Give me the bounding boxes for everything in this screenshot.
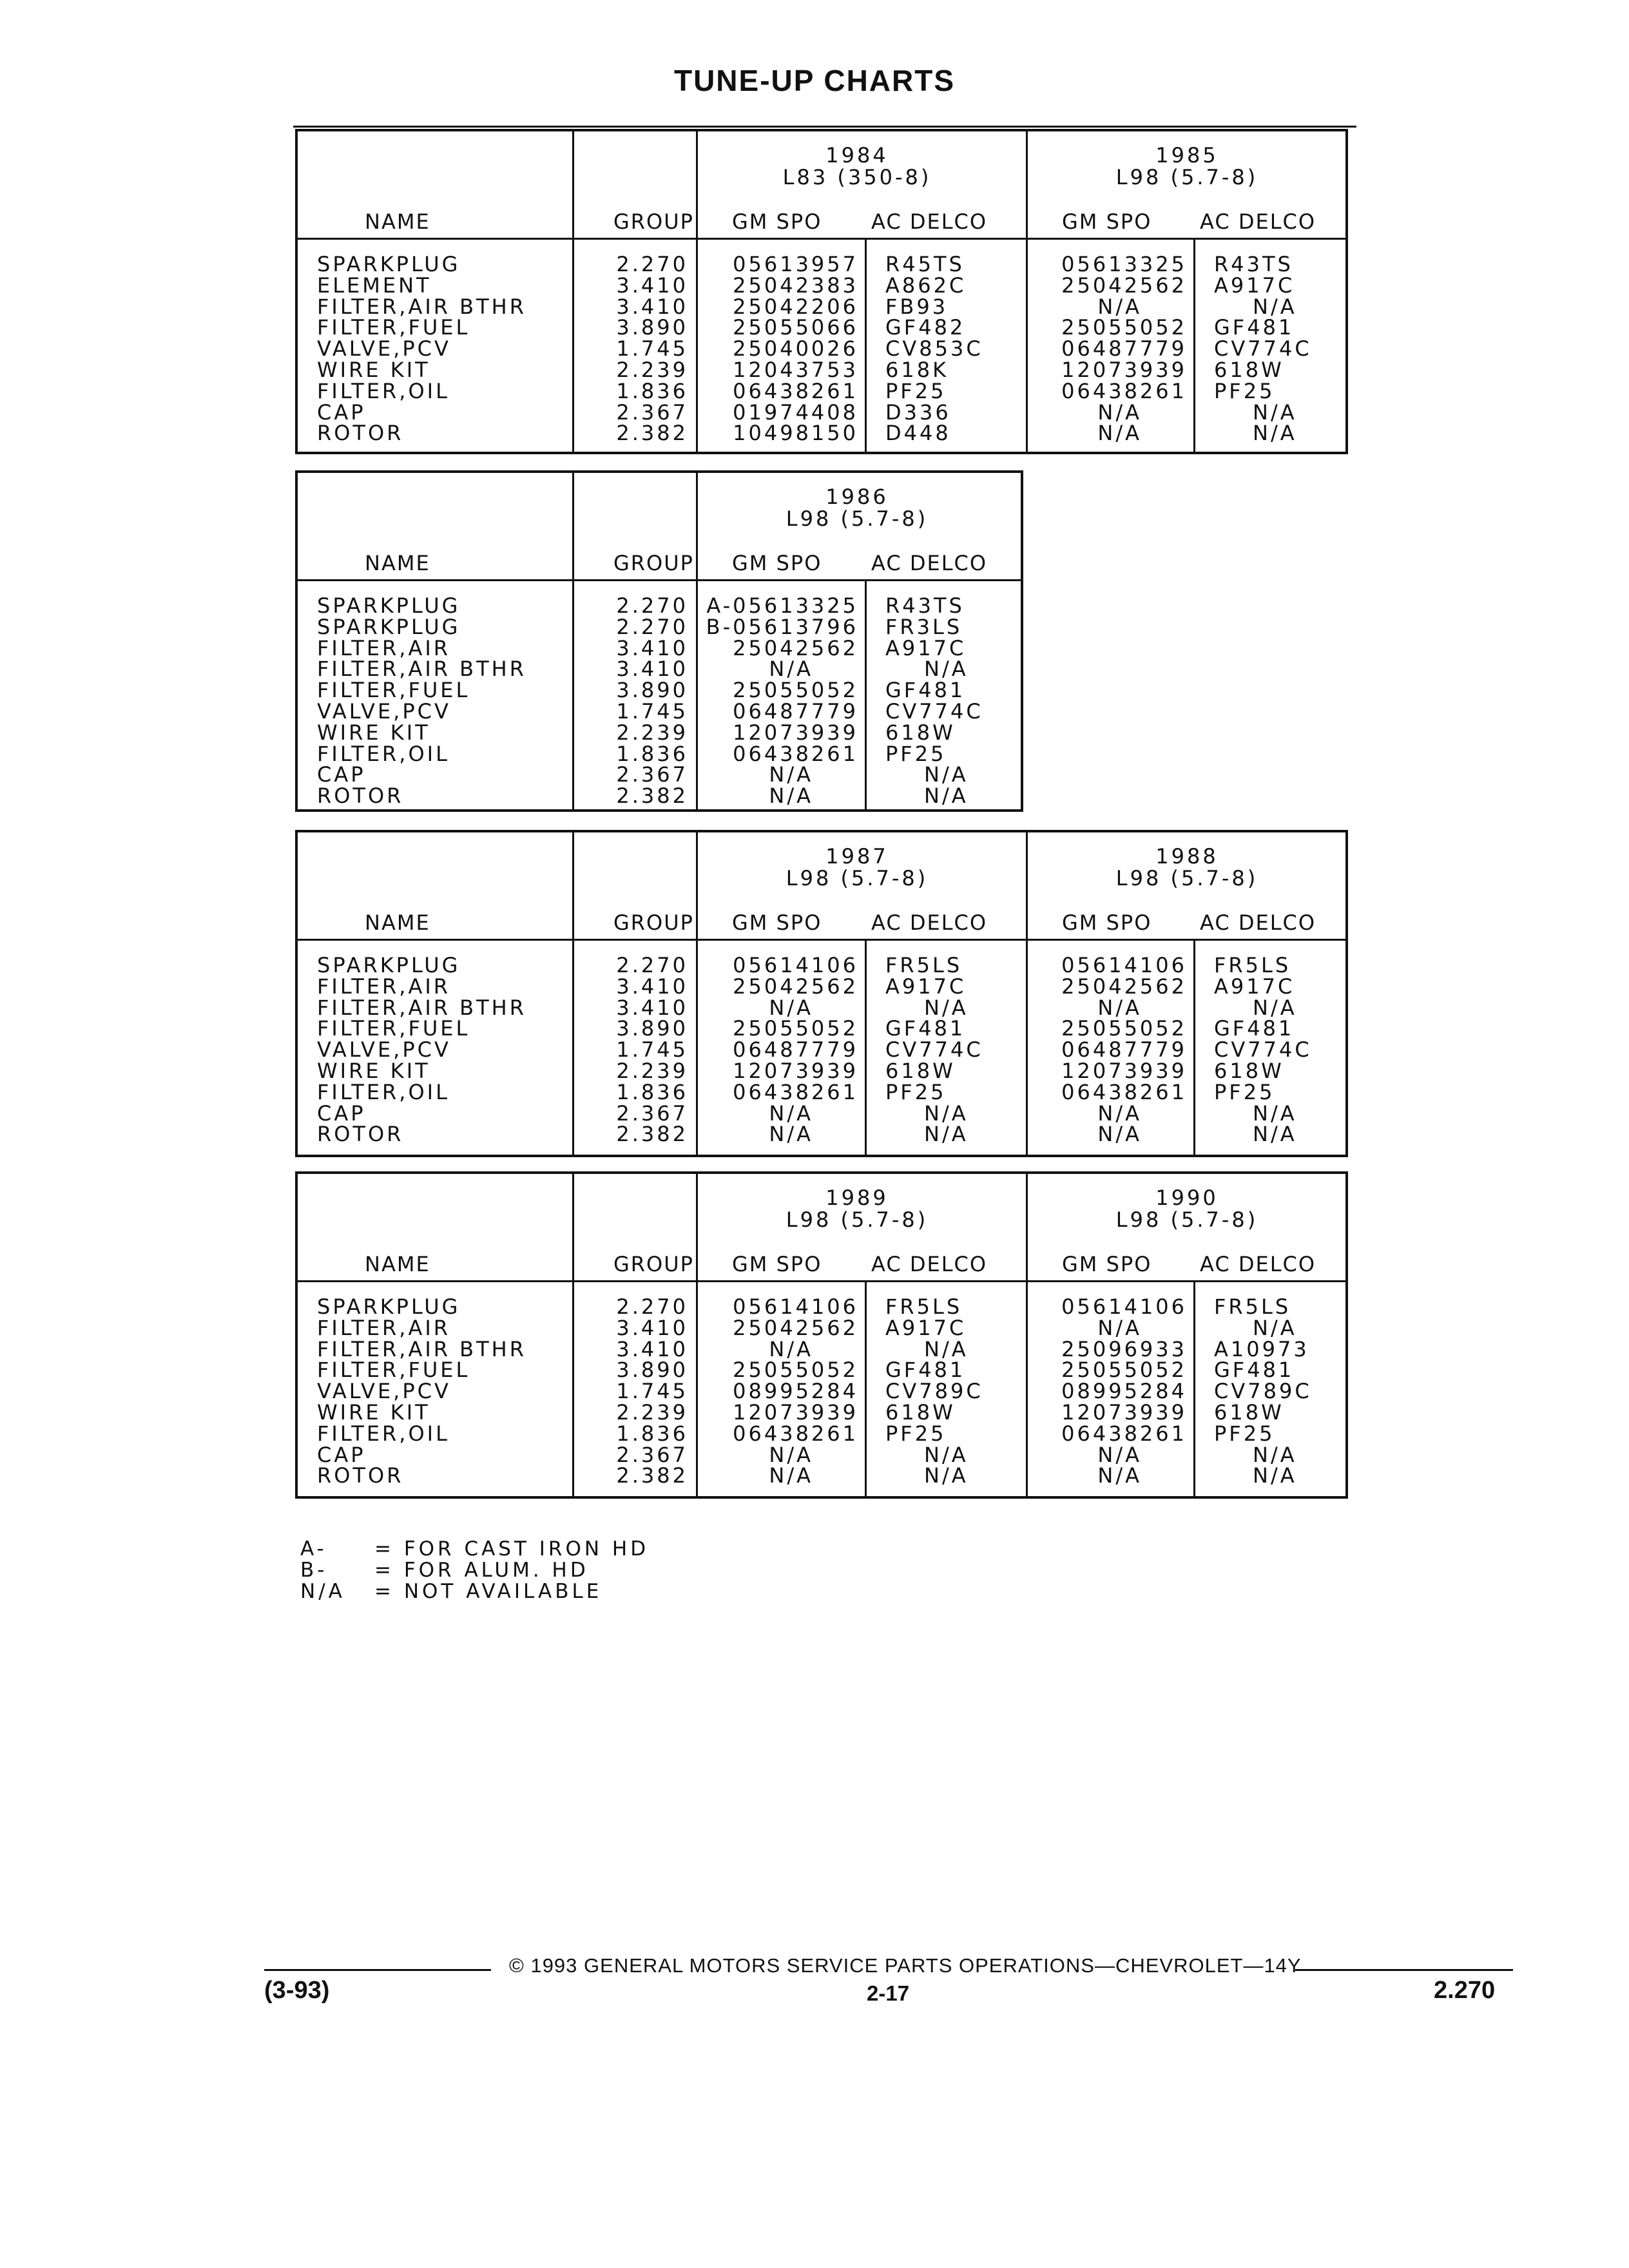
tune-up-table [295, 129, 1348, 454]
gm-spo-number-cell: 05614106 [733, 1294, 858, 1319]
gm-spo-number-cell: N/A [1097, 399, 1142, 425]
gm-spo-number-cell: 25096933 [1061, 1336, 1187, 1361]
group-number-cell: 2.382 [616, 1463, 688, 1488]
gm-spo-number-cell: N/A [769, 995, 813, 1020]
part-name-cell: FILTER,AIR [317, 974, 450, 999]
part-name-cell: FILTER,FUEL [317, 1016, 470, 1041]
part-name-cell: FILTER,AIR BTHR [317, 294, 526, 319]
legend-row [300, 1560, 649, 1581]
ac-delco-number-cell: N/A [1253, 1442, 1297, 1467]
gm-spo-number-cell: 25042562 [1061, 974, 1187, 999]
group-number [579, 254, 688, 444]
legend-text: = FOR CAST IRON HD [374, 1537, 650, 1561]
ac-delco-number-cell: N/A [1253, 995, 1297, 1020]
group-number-cell: 2.270 [616, 614, 688, 639]
part-name-cell: FILTER,AIR BTHR [317, 1336, 526, 1361]
gm-spo-number-cell: 06438261 [733, 378, 858, 403]
group-number-cell: 2.270 [616, 593, 688, 618]
group-number-cell: 2.382 [616, 421, 688, 446]
ac-delco-header: AC DELCO [871, 209, 988, 234]
gm-spo-header: GM SPO [1062, 1252, 1152, 1276]
gm-spo-number-cell: 25055052 [1061, 315, 1187, 340]
gm-spo-number-cell: 06487779 [733, 698, 858, 724]
ac-delco-number-cell: FB93 [885, 294, 949, 319]
part-name-cell: FILTER,FUEL [317, 315, 470, 340]
ac-delco-number-cell: A917C [885, 1315, 967, 1340]
tune-up-table [295, 830, 1348, 1157]
ac-delco-header: AC DELCO [1200, 209, 1316, 234]
part-name-cell: ROTOR [317, 421, 404, 446]
part-name-cell: ELEMENT [317, 273, 432, 298]
ac-delco-number-cell: PF25 [885, 1079, 947, 1104]
ac-delco-header: AC DELCO [1200, 910, 1316, 935]
ac-delco-header: AC DELCO [871, 1252, 988, 1276]
group-number-cell: 1.745 [616, 1037, 688, 1062]
group-number [579, 955, 688, 1145]
ac-delco-number-cell: GF481 [885, 1016, 966, 1041]
year-label: 1990 [1155, 1186, 1219, 1210]
gm-spo-number-cell: 25042562 [733, 974, 858, 999]
column-divider [865, 238, 867, 452]
column-divider [572, 832, 574, 1155]
group-number-cell: 3.410 [616, 1315, 688, 1340]
column-divider [1193, 939, 1195, 1155]
ac-delco-number [885, 955, 1014, 1145]
gm-spo-number-cell: 25042562 [1061, 273, 1187, 298]
group-number-cell: 3.410 [616, 294, 688, 319]
ac-delco-number [885, 1296, 1014, 1486]
ac-delco-number [1214, 955, 1343, 1145]
gm-spo-number-cell: 25042383 [733, 273, 858, 298]
part-name-cell: SPARKPLUG [317, 614, 461, 639]
ac-delco-number-cell: N/A [1253, 421, 1297, 446]
ac-delco-number-cell: N/A [924, 1100, 969, 1126]
group-number-cell: 3.410 [616, 995, 688, 1020]
group-number-cell: 2.382 [616, 1122, 688, 1147]
ac-delco-number-cell: FR5LS [1214, 953, 1291, 977]
gm-spo-number-cell: B-05613796 [706, 614, 858, 639]
gm-spo-number-cell: N/A [769, 762, 813, 787]
ac-delco-number-cell: FR5LS [885, 953, 963, 977]
ac-delco-number-cell: N/A [924, 995, 969, 1020]
group-number-cell: 2.239 [616, 1399, 688, 1425]
ac-delco-number-cell: R45TS [885, 252, 965, 276]
part-name [317, 1296, 568, 1486]
name-header: NAME [365, 209, 430, 234]
ac-delco-number-cell: N/A [1253, 399, 1297, 425]
ac-delco-number-cell: 618W [1214, 357, 1284, 382]
tune-up-table [295, 1171, 1348, 1499]
engine-label: L98 (5.7-8) [786, 1207, 929, 1232]
year-label: 1988 [1155, 844, 1219, 869]
gm-spo-number-cell: N/A [769, 1100, 813, 1126]
part-name-cell: SPARKPLUG [317, 953, 461, 977]
gm-spo-header: GM SPO [1062, 209, 1152, 234]
footer-page-number: 2-17 [867, 1981, 910, 2005]
gm-spo-number-cell: 06438261 [733, 1421, 858, 1446]
group-number-cell: 2.367 [616, 762, 688, 787]
group-number-cell: 1.745 [616, 336, 688, 361]
part-name-cell: SPARKPLUG [317, 1294, 461, 1319]
year-label: 1989 [825, 1186, 889, 1210]
group-number-cell: 3.410 [616, 273, 688, 298]
ac-delco-number-cell: R43TS [1214, 252, 1293, 276]
ac-delco-number-cell: FR5LS [1214, 1294, 1291, 1319]
gm-spo-number-cell: N/A [769, 783, 813, 809]
gm-spo-header: GM SPO [732, 1252, 822, 1276]
group-number [579, 1296, 688, 1486]
gm-spo-number-cell: 12073939 [733, 1399, 858, 1425]
part-name-cell: ROTOR [317, 1122, 404, 1147]
column-divider [865, 579, 867, 809]
ac-delco-number-cell: D336 [885, 399, 951, 425]
gm-spo-number-cell: A-05613325 [706, 593, 858, 618]
legend-row [300, 1581, 649, 1602]
gm-spo-header: GM SPO [732, 209, 822, 234]
part-name-cell: FILTER,AIR [317, 1315, 450, 1340]
gm-spo-number [1027, 955, 1187, 1145]
engine-label: L98 (5.7-8) [1115, 1207, 1258, 1232]
ac-delco-number-cell: PF25 [1214, 1421, 1275, 1446]
header-rule [298, 1280, 1345, 1282]
ac-delco-number-cell: 618K [885, 357, 949, 382]
page-title: TUNE-UP CHARTS [673, 64, 956, 97]
part-name-cell: CAP [317, 1442, 366, 1467]
group-number-cell: 2.382 [616, 783, 688, 809]
gm-spo-number [1027, 254, 1187, 444]
column-divider [572, 1174, 574, 1496]
part-name-cell: VALVE,PCV [317, 1379, 451, 1404]
ac-delco-number-cell: N/A [924, 1122, 969, 1147]
header-rule [298, 238, 1345, 240]
gm-spo-number-cell: N/A [769, 657, 813, 682]
ac-delco-number-cell: A917C [1214, 974, 1295, 999]
gm-spo-number-cell: N/A [1097, 1122, 1142, 1147]
legend-key: B- [300, 1558, 328, 1582]
part-name-cell: VALVE,PCV [317, 698, 451, 724]
ac-delco-number-cell: N/A [924, 762, 969, 787]
footer-date: (3-93) [264, 1977, 330, 2004]
ac-delco-number-cell: CV853C [885, 336, 983, 361]
group-number-cell: 1.836 [616, 1421, 688, 1446]
ac-delco-number-cell: N/A [924, 1463, 969, 1488]
gm-spo-number-cell: N/A [1097, 1463, 1142, 1488]
gm-spo-number-cell: 12073939 [733, 1058, 858, 1083]
part-name-cell: FILTER,FUEL [317, 678, 470, 703]
gm-spo-number [697, 595, 858, 807]
gm-spo-number-cell: 10498150 [733, 421, 858, 446]
group-header: GROUP [613, 551, 694, 575]
gm-spo-header: GM SPO [732, 551, 822, 575]
legend-key: A- [300, 1537, 327, 1561]
ac-delco-number-cell: R43TS [885, 593, 965, 618]
ac-delco-number-cell: PF25 [885, 1421, 947, 1446]
ac-delco-number-cell: GF481 [885, 1358, 966, 1383]
gm-spo-number-cell: N/A [769, 1463, 813, 1488]
ac-delco-number-cell: CV774C [885, 1037, 983, 1062]
ac-delco-number-cell: PF25 [885, 378, 947, 403]
gm-spo-number-cell: 25055052 [733, 1358, 858, 1383]
gm-spo-number-cell: 25055052 [1061, 1358, 1187, 1383]
part-name-cell: CAP [317, 762, 366, 787]
gm-spo-header: GM SPO [1062, 910, 1152, 935]
gm-spo-number-cell: 06438261 [733, 1079, 858, 1104]
ac-delco-number-cell: 618W [885, 1399, 956, 1425]
group-number-cell: 2.367 [616, 1100, 688, 1126]
group-number-cell: 3.890 [616, 678, 688, 703]
gm-spo-number-cell: N/A [1097, 1315, 1142, 1340]
gm-spo-number [1027, 1296, 1187, 1486]
part-name-cell: FILTER,OIL [317, 1079, 450, 1104]
ac-delco-number-cell: FR5LS [885, 1294, 963, 1319]
ac-delco-number-cell: GF481 [885, 678, 966, 703]
ac-delco-number-cell: N/A [924, 1442, 969, 1467]
engine-label: L83 (350-8) [782, 165, 932, 189]
ac-delco-number-cell: GF481 [1214, 315, 1295, 340]
group-number-cell: 1.836 [616, 1079, 688, 1104]
group-number-cell: 2.239 [616, 720, 688, 745]
legend-key: N/A [300, 1579, 345, 1603]
group-number-cell: 3.410 [616, 657, 688, 682]
part-name-cell: CAP [317, 1100, 366, 1126]
engine-label: L98 (5.7-8) [1115, 866, 1258, 890]
tune-up-table [295, 470, 1023, 812]
ac-delco-number-cell: PF25 [1214, 1079, 1275, 1104]
gm-spo-number-cell: 05614106 [1061, 953, 1187, 977]
ac-delco-number-cell: FR3LS [885, 614, 963, 639]
column-divider [1193, 238, 1195, 452]
ac-delco-number-cell: N/A [1253, 1122, 1297, 1147]
gm-spo-number-cell: N/A [1097, 1100, 1142, 1126]
part-name-cell: WIRE KIT [317, 1058, 430, 1083]
gm-spo-number-cell: 12073939 [1061, 1058, 1187, 1083]
engine-label: L98 (5.7-8) [786, 506, 929, 531]
ac-delco-number [885, 254, 1014, 444]
ac-delco-number-cell: PF25 [885, 741, 947, 766]
part-name-cell: ROTOR [317, 783, 404, 809]
gm-spo-number [697, 1296, 858, 1486]
gm-spo-number-cell: 06438261 [733, 741, 858, 766]
gm-spo-number-cell: 25055052 [733, 678, 858, 703]
gm-spo-number-cell: 25042562 [733, 1315, 858, 1340]
group-number-cell: 3.410 [616, 635, 688, 660]
gm-spo-number-cell: 05613325 [1061, 252, 1187, 276]
ac-delco-number-cell: CV789C [1214, 1379, 1312, 1404]
gm-spo-number-cell: N/A [769, 1442, 813, 1467]
gm-spo-number-cell: N/A [1097, 421, 1142, 446]
name-header: NAME [365, 1252, 430, 1276]
gm-spo-number-cell: N/A [769, 1122, 813, 1147]
ac-delco-number-cell: N/A [924, 657, 969, 682]
engine-label: L98 (5.7-8) [1115, 165, 1258, 189]
column-divider [1193, 1280, 1195, 1496]
ac-delco-number-cell: GF481 [1214, 1016, 1295, 1041]
year-label: 1986 [825, 485, 889, 509]
ac-delco-number-cell: 618W [1214, 1058, 1284, 1083]
column-divider [572, 473, 574, 809]
part-name-cell: FILTER,OIL [317, 741, 450, 766]
gm-spo-number-cell: 12073939 [1061, 357, 1187, 382]
gm-spo-number-cell: 06487779 [733, 1037, 858, 1062]
gm-spo-number-cell: 05614106 [733, 953, 858, 977]
ac-delco-number-cell: A862C [885, 273, 967, 298]
ac-delco-number-cell: GF482 [885, 315, 966, 340]
group-number-cell: 2.367 [616, 399, 688, 425]
gm-spo-header: GM SPO [732, 910, 822, 935]
year-label: 1984 [825, 143, 889, 168]
ac-delco-number-cell: CV774C [1214, 336, 1312, 361]
part-name-cell: WIRE KIT [317, 720, 430, 745]
column-divider [865, 1280, 867, 1496]
gm-spo-number-cell: 12073939 [733, 720, 858, 745]
ac-delco-number-cell: CV774C [1214, 1037, 1312, 1062]
header-rule [298, 579, 1021, 581]
part-name-cell: FILTER,OIL [317, 378, 450, 403]
gm-spo-number-cell: 08995284 [1061, 1379, 1187, 1404]
gm-spo-number-cell: 25055052 [733, 1016, 858, 1041]
name-header: NAME [365, 910, 430, 935]
group-number-cell: 1.836 [616, 378, 688, 403]
part-name-cell: FILTER,OIL [317, 1421, 450, 1446]
group-number-cell: 2.270 [616, 252, 688, 276]
group-header: GROUP [613, 1252, 694, 1276]
legend [300, 1539, 649, 1602]
header-rule [298, 939, 1345, 941]
part-name-cell: ROTOR [317, 1463, 404, 1488]
group-number-cell: 1.745 [616, 1379, 688, 1404]
column-divider [865, 939, 867, 1155]
gm-spo-number [697, 955, 858, 1145]
gm-spo-number-cell: 01974408 [733, 399, 858, 425]
part-name-cell: VALVE,PCV [317, 336, 451, 361]
gm-spo-number-cell: 05613957 [733, 252, 858, 276]
ac-delco-number-cell: A917C [885, 635, 967, 660]
ac-delco-number-cell: N/A [1253, 1315, 1297, 1340]
ac-delco-number-cell: 618W [885, 720, 956, 745]
ac-delco-number-cell: N/A [924, 783, 969, 809]
group-header: GROUP [613, 209, 694, 234]
group-number-cell: 2.239 [616, 1058, 688, 1083]
ac-delco-number-cell: N/A [924, 1336, 969, 1361]
group-number-cell: 1.836 [616, 741, 688, 766]
ac-delco-number-cell: N/A [1253, 1463, 1297, 1488]
gm-spo-number-cell: 12043753 [733, 357, 858, 382]
group-number-cell: 2.270 [616, 1294, 688, 1319]
gm-spo-number-cell: 06487779 [1061, 336, 1187, 361]
ac-delco-number-cell: CV774C [885, 698, 983, 724]
gm-spo-number-cell: 25040026 [733, 336, 858, 361]
ac-delco-header: AC DELCO [871, 551, 988, 575]
ac-delco-number-cell: A917C [885, 974, 967, 999]
gm-spo-number [697, 254, 858, 444]
gm-spo-number-cell: 12073939 [1061, 1399, 1187, 1425]
part-name-cell: WIRE KIT [317, 1399, 430, 1425]
ac-delco-number-cell: CV789C [885, 1379, 983, 1404]
part-name-cell: FILTER,AIR BTHR [317, 657, 526, 682]
ac-delco-number-cell: 618W [885, 1058, 956, 1083]
group-number-cell: 3.890 [616, 315, 688, 340]
ac-delco-number-cell: A10973 [1214, 1336, 1309, 1361]
ac-delco-number [885, 595, 1014, 807]
ac-delco-header: AC DELCO [871, 910, 988, 935]
gm-spo-number-cell: 05614106 [1061, 1294, 1187, 1319]
legend-text: = NOT AVAILABLE [374, 1579, 602, 1603]
gm-spo-number-cell: N/A [1097, 1442, 1142, 1467]
gm-spo-number-cell: 06438261 [1061, 378, 1187, 403]
group-number-cell: 3.410 [616, 974, 688, 999]
part-name-cell: CAP [317, 399, 366, 425]
part-name [317, 254, 568, 444]
ac-delco-header: AC DELCO [1200, 1252, 1316, 1276]
ac-delco-number [1214, 1296, 1343, 1486]
gm-spo-number-cell: 06438261 [1061, 1421, 1187, 1446]
ac-delco-number-cell: N/A [1253, 294, 1297, 319]
ac-delco-number-cell: PF25 [1214, 378, 1275, 403]
engine-label: L98 (5.7-8) [786, 866, 929, 890]
gm-spo-number-cell: N/A [769, 1336, 813, 1361]
gm-spo-number-cell: 25055066 [733, 315, 858, 340]
gm-spo-number-cell: 25042206 [733, 294, 858, 319]
gm-spo-number-cell: 06487779 [1061, 1037, 1187, 1062]
gm-spo-number-cell: N/A [1097, 995, 1142, 1020]
footer-rule-left [264, 1969, 491, 1971]
group-number-cell: 3.890 [616, 1016, 688, 1041]
group-number [579, 595, 688, 807]
footer-section-number: 2.270 [1434, 1977, 1496, 2004]
ac-delco-number-cell: A917C [1214, 273, 1295, 298]
group-number-cell: 3.410 [616, 1336, 688, 1361]
group-number-cell: 2.239 [616, 357, 688, 382]
gm-spo-number-cell: 25042562 [733, 635, 858, 660]
part-name-cell: FILTER,AIR BTHR [317, 995, 526, 1020]
top-rule [293, 126, 1356, 128]
group-header: GROUP [613, 910, 694, 935]
footer-copyright: © 1993 GENERAL MOTORS SERVICE PARTS OPERATIONS—CHEVROLET—14Y [509, 1954, 1302, 1977]
part-name [317, 955, 568, 1145]
gm-spo-number-cell: N/A [1097, 294, 1142, 319]
footer-rule-right [1295, 1969, 1513, 1971]
ac-delco-number-cell: N/A [1253, 1100, 1297, 1126]
part-name-cell: FILTER,FUEL [317, 1358, 470, 1383]
year-label: 1987 [825, 844, 889, 869]
ac-delco-number [1214, 254, 1343, 444]
part-name-cell: SPARKPLUG [317, 252, 461, 276]
part-name-cell: SPARKPLUG [317, 593, 461, 618]
ac-delco-number-cell: 618W [1214, 1399, 1284, 1425]
name-header: NAME [365, 551, 430, 575]
part-name-cell: VALVE,PCV [317, 1037, 451, 1062]
legend-text: = FOR ALUM. HD [374, 1558, 589, 1582]
group-number-cell: 1.745 [616, 698, 688, 724]
gm-spo-number-cell: 25055052 [1061, 1016, 1187, 1041]
year-label: 1985 [1155, 143, 1219, 168]
gm-spo-number-cell: 06438261 [1061, 1079, 1187, 1104]
part-name [317, 595, 568, 807]
legend-row [300, 1539, 649, 1560]
column-divider [572, 131, 574, 452]
group-number-cell: 2.367 [616, 1442, 688, 1467]
group-number-cell: 2.270 [616, 953, 688, 977]
gm-spo-number-cell: 08995284 [733, 1379, 858, 1404]
group-number-cell: 3.890 [616, 1358, 688, 1383]
part-name-cell: WIRE KIT [317, 357, 430, 382]
ac-delco-number-cell: D448 [885, 421, 951, 446]
part-name-cell: FILTER,AIR [317, 635, 450, 660]
ac-delco-number-cell: GF481 [1214, 1358, 1295, 1383]
